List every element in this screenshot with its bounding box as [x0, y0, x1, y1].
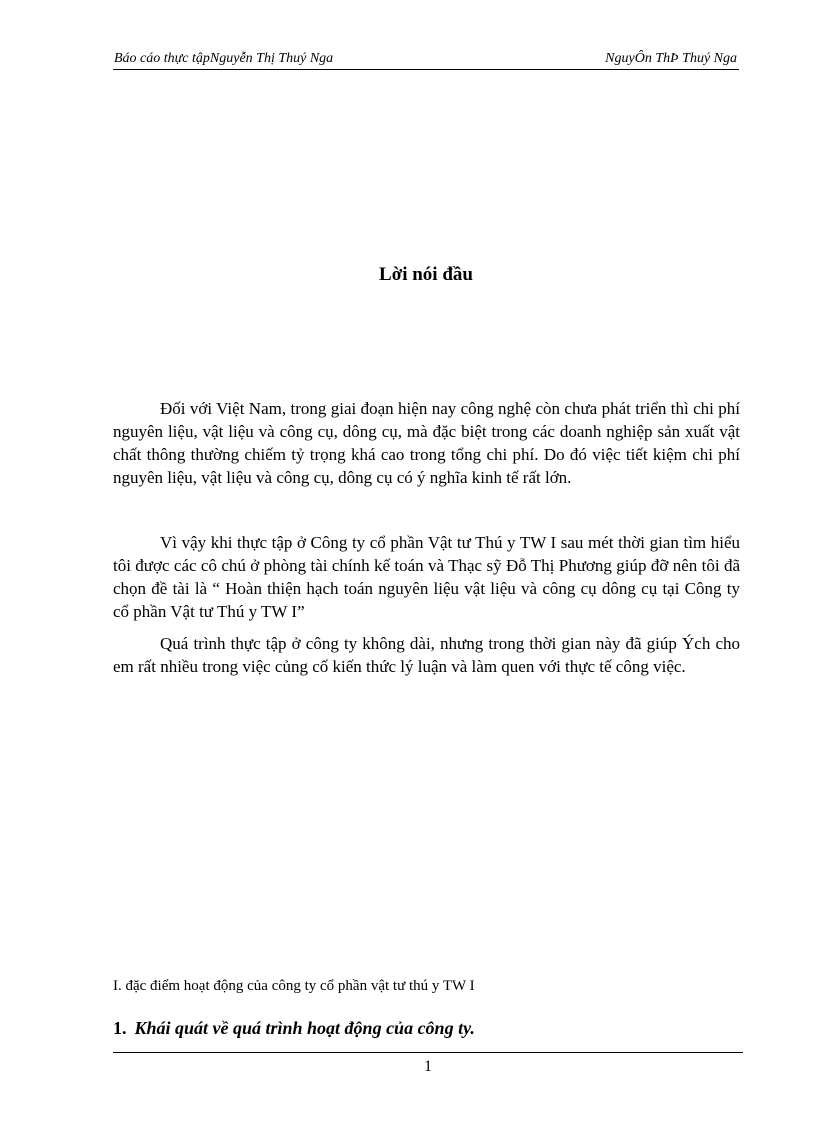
running-header: [113, 50, 739, 70]
page-title: Lời nói đầu: [379, 264, 473, 285]
paragraph-2: Vì vậy khi thực tập ở Công ty cổ phần Vật tư Thú y TW I sau mét thời gian tìm hiểu tôi được các cô chú ở phòng tài chính kế toán và Thạc sỹ Đỗ Thị Phương giúp đỡ nên tôi đã chọn đề tài là “ Hoàn thiện hạch toán nguyên liệu vật liệu và công cụ dông cụ tại Công ty cổ phần Vật tư Thú y TW I”: [113, 533, 740, 621]
page-number: 1: [424, 1058, 432, 1075]
paragraph-block-2: [113, 531, 740, 623]
paragraph-block-3: [113, 632, 740, 678]
header-left-text: Báo cáo thực tậpNguyễn Thị Thuý Nga: [114, 51, 334, 66]
subsection-number: 1.: [113, 1018, 127, 1038]
section-heading: I. đặc điểm hoạt động của công ty cổ phần vật tư thú y TW I: [113, 978, 475, 994]
paragraph-3: Quá trình thực tập ở công ty không dài, nhưng trong thời gian này đã giúp Ých cho em rất nhiều trong việc củng cố kiến thức lý luận và làm quen với thực tế công việc.: [113, 634, 740, 676]
paragraph-block-1: [113, 397, 740, 489]
subsection-title: Khái quát về quá trình hoạt động của công ty.: [134, 1018, 475, 1038]
subsection-heading: [113, 1016, 475, 1040]
header-right-text: NguyÔn ThÞ Thuý Nga: [605, 51, 737, 66]
footer-rule: [113, 1052, 743, 1053]
paragraph-1: Đối với Việt Nam, trong giai đoạn hiện nay công nghệ còn chưa phát triển thì chi phí nguyên liệu, vật liệu và công cụ, dông cụ, mà đặc biệt trong các doanh nghiệp sản xuất vật chất thông thường chiếm tỷ trọng khá cao trong tổng chi phí. Do đó việc tiết kiệm chi phí nguyên liệu, vật liệu và công cụ, dông cụ có ý nghĩa kinh tế rất lớn.: [113, 399, 740, 487]
